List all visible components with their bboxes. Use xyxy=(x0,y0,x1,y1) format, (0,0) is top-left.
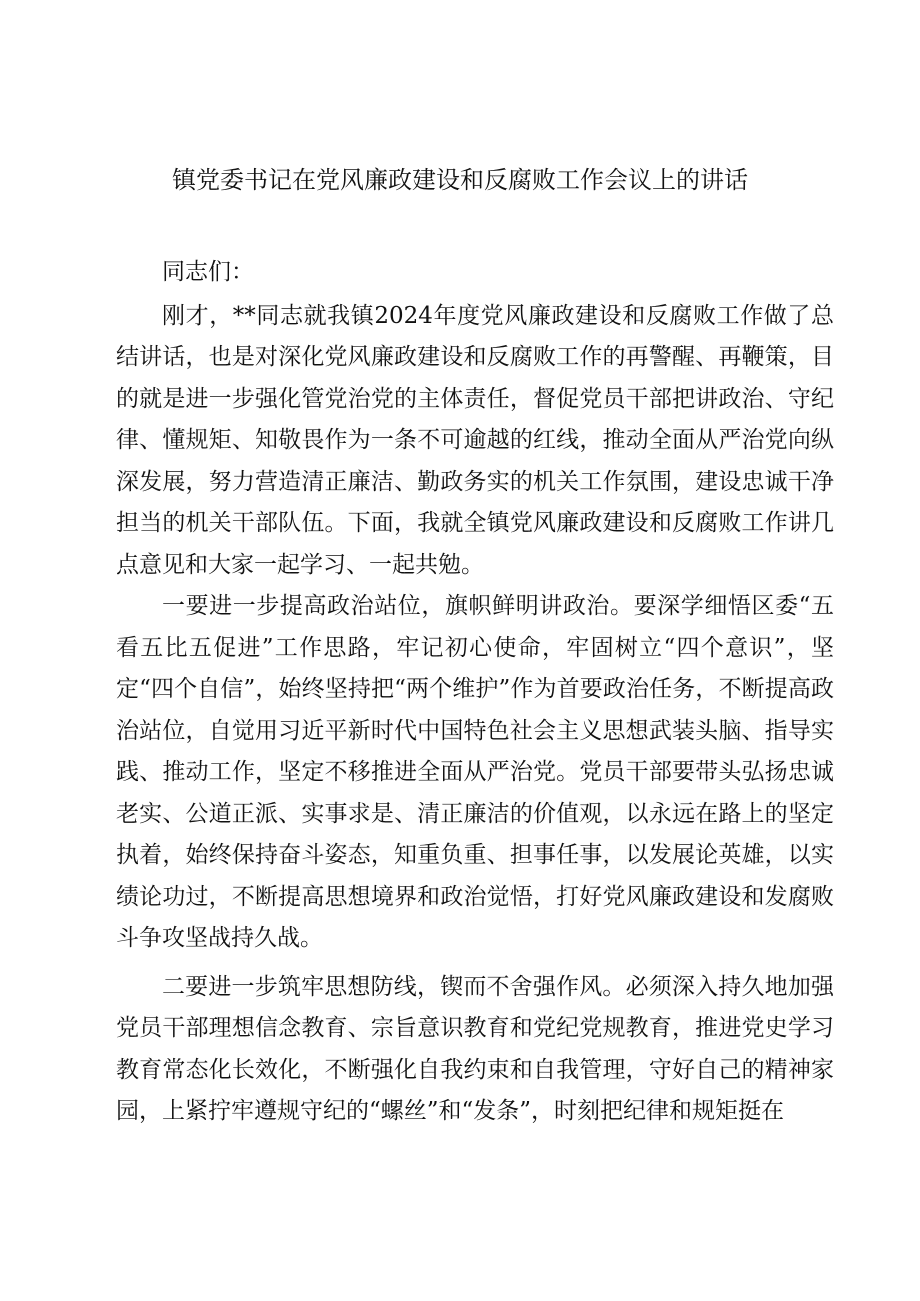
paragraph-point-one: 一要进一步提高政治站位，旗帜鲜明讲政治。要深学细悟区委“五看五比五促进”工作思路，牢记初心使命，牢固树立“四个意识”，坚定“四个自信”，始终坚持把“两个维护”作为首要政治任务，不断提高政治站位，自觉用习近平新时代中国特色社会主义思想武装头脑、指导实践、推动工作，坚定不移推进全面从严治党。党员干部要带头弘扬忠诚老实、公道正派、实事求是、清正廉洁的价值观，以永远在路上的坚定执着，始终保持奋斗姿态，知重负重、担事任事，以发展论英雄，以实绩论功过，不断提高思想境界和政治觉悟，打好党风廉政建设和发腐败斗争攻坚战持久战。 xyxy=(116,593,834,951)
document-title: 镇党委书记在党风廉政建设和反腐败工作会议上的讲话 xyxy=(172,166,748,194)
paragraph-point-two: 二要进一步筑牢思想防线，锲而不舍强作风。必须深入持久地加强党员干部理想信念教育、宗旨意识教育和党纪党规教育，推进党史学习教育常态化长效化，不断强化自我约束和自我管理，守好自己的精神家园，上紧拧牢遵规守纪的“螺丝”和“发条”，时刻把纪律和规矩挺在 xyxy=(116,973,834,1124)
document-body xyxy=(116,252,834,1133)
paragraph-intro: 刚才，**同志就我镇2024年度党风廉政建设和反腐败工作做了总结讲话，也是对深化党风廉政建设和反腐败工作的再警醒、再鞭策，目的就是进一步强化管党治党的主体责任，督促党员干部把讲政治、守纪律、懂规矩、知敬畏作为一条不可逾越的红线，推动全面从严治党向纵深发展，努力营造清正廉洁、勤政务实的机关工作氛围，建设忠诚干净担当的机关干部队伍。下面，我就全镇党风廉政建设和反腐败工作讲几点意见和大家一起学习、一起共勉。 xyxy=(116,302,834,578)
salutation: 同志们： xyxy=(162,259,254,285)
